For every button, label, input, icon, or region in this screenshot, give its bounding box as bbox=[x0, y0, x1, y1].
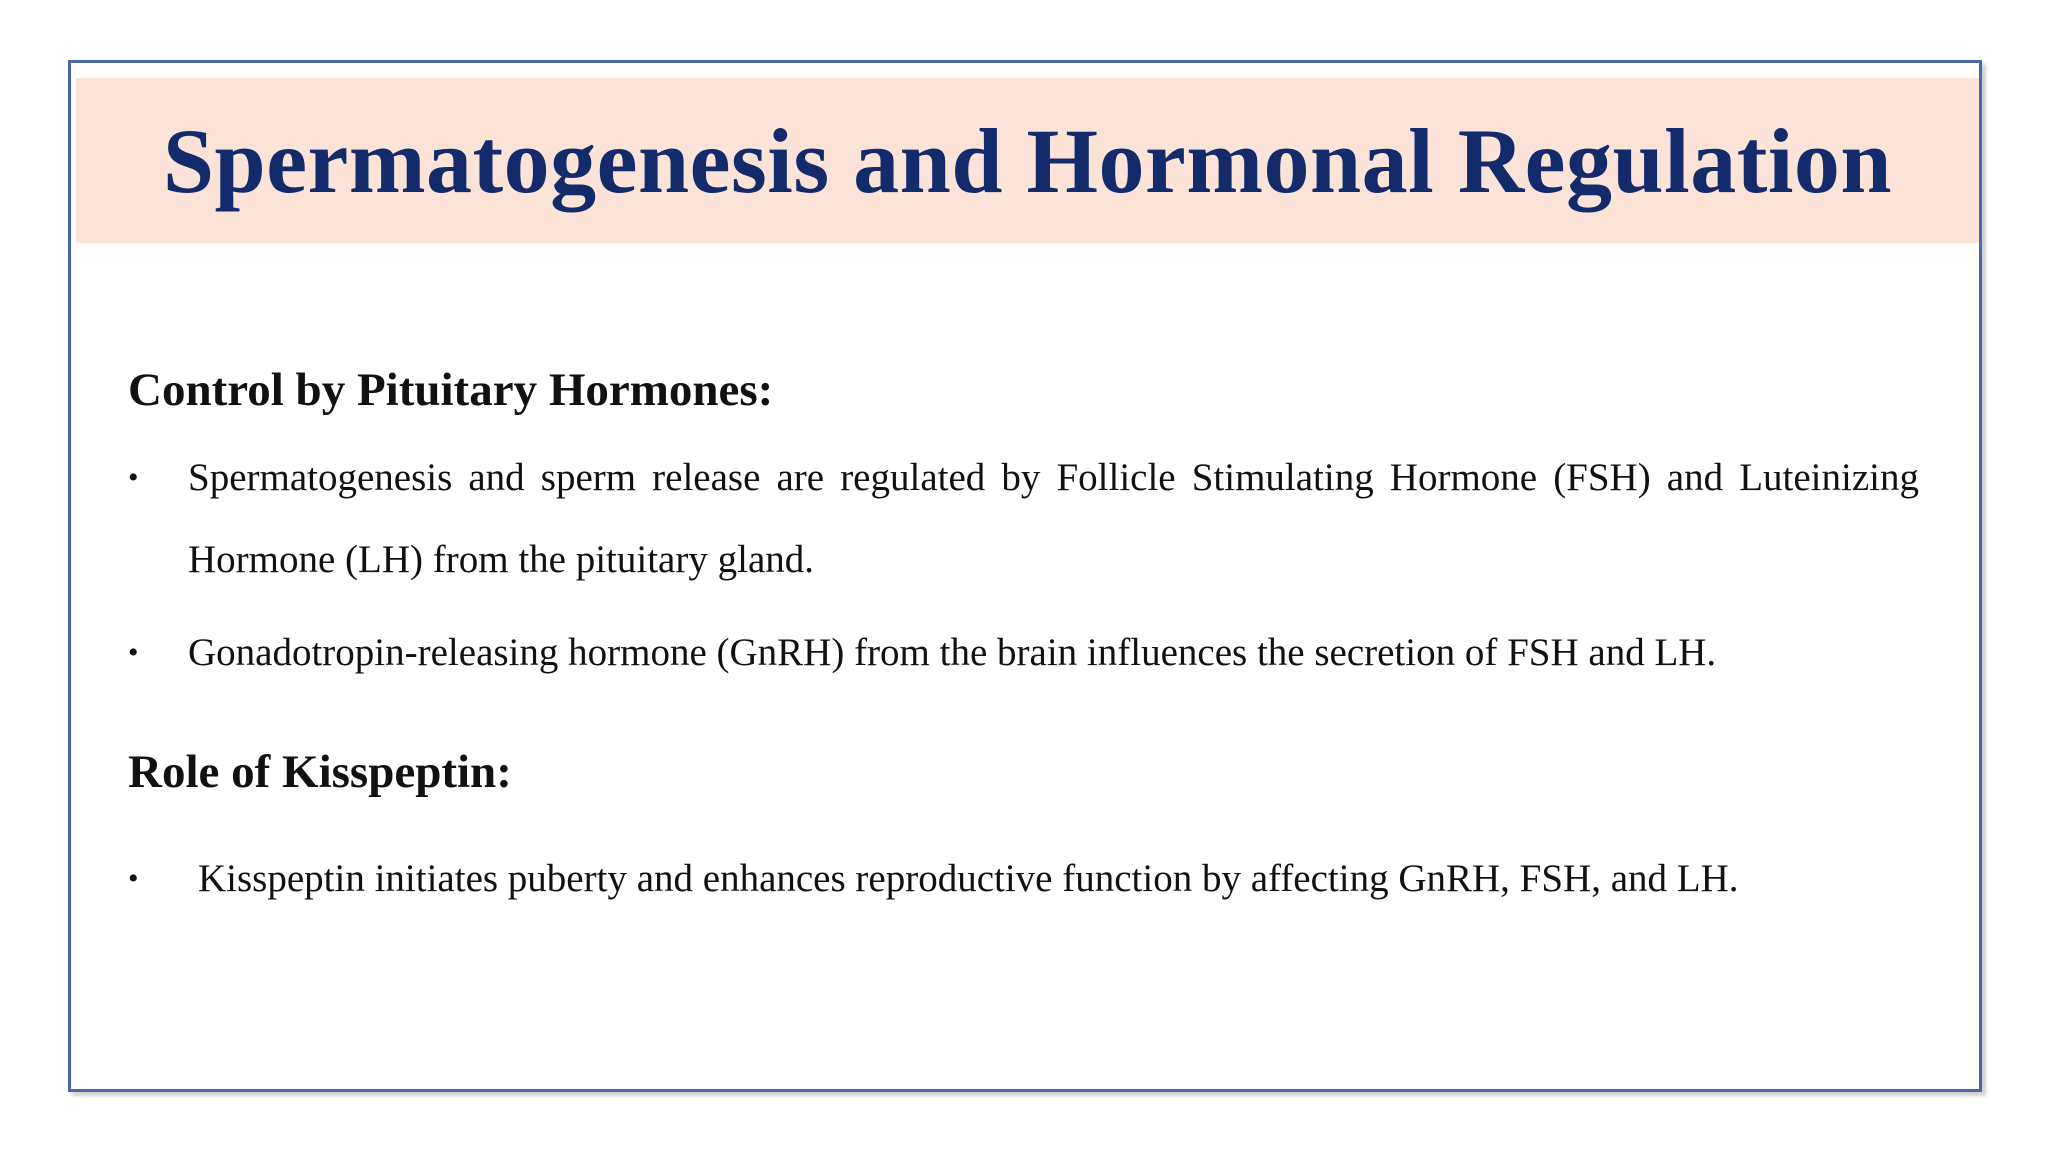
bullet-item bbox=[128, 437, 1919, 601]
bullet-text: Kisspeptin initiates puberty and enhances reproductive function by affecting GnRH, FSH, and LH. bbox=[198, 857, 1739, 900]
bullet-text: Gonadotropin-releasing hormone (GnRH) from the brain influences the secretion of FSH and LH. bbox=[188, 631, 1717, 674]
bullet-list-pituitary bbox=[128, 437, 1919, 695]
slide-title: Spermatogenesis and Hormonal Regulation bbox=[162, 109, 1893, 212]
bullet-icon: • bbox=[128, 461, 139, 494]
bullet-item bbox=[128, 611, 1919, 695]
section-heading-pituitary: Control by Pituitary Hormones: bbox=[128, 364, 774, 416]
bullet-list-kisspeptin bbox=[128, 837, 1919, 921]
bullet-item bbox=[128, 837, 1919, 921]
bullet-icon: • bbox=[128, 636, 139, 669]
slide-content bbox=[128, 363, 1919, 921]
slide-frame bbox=[68, 60, 1982, 1092]
bullet-icon: • bbox=[128, 862, 139, 895]
section-heading-kisspeptin: Role of Kisspeptin: bbox=[128, 746, 512, 798]
title-band bbox=[76, 78, 1979, 243]
bullet-text: Spermatogenesis and sperm release are regulated by Follicle Stimulating Hormone (FSH) and Luteinizing Hormone (LH) from the pituitary gland. bbox=[188, 456, 1919, 581]
